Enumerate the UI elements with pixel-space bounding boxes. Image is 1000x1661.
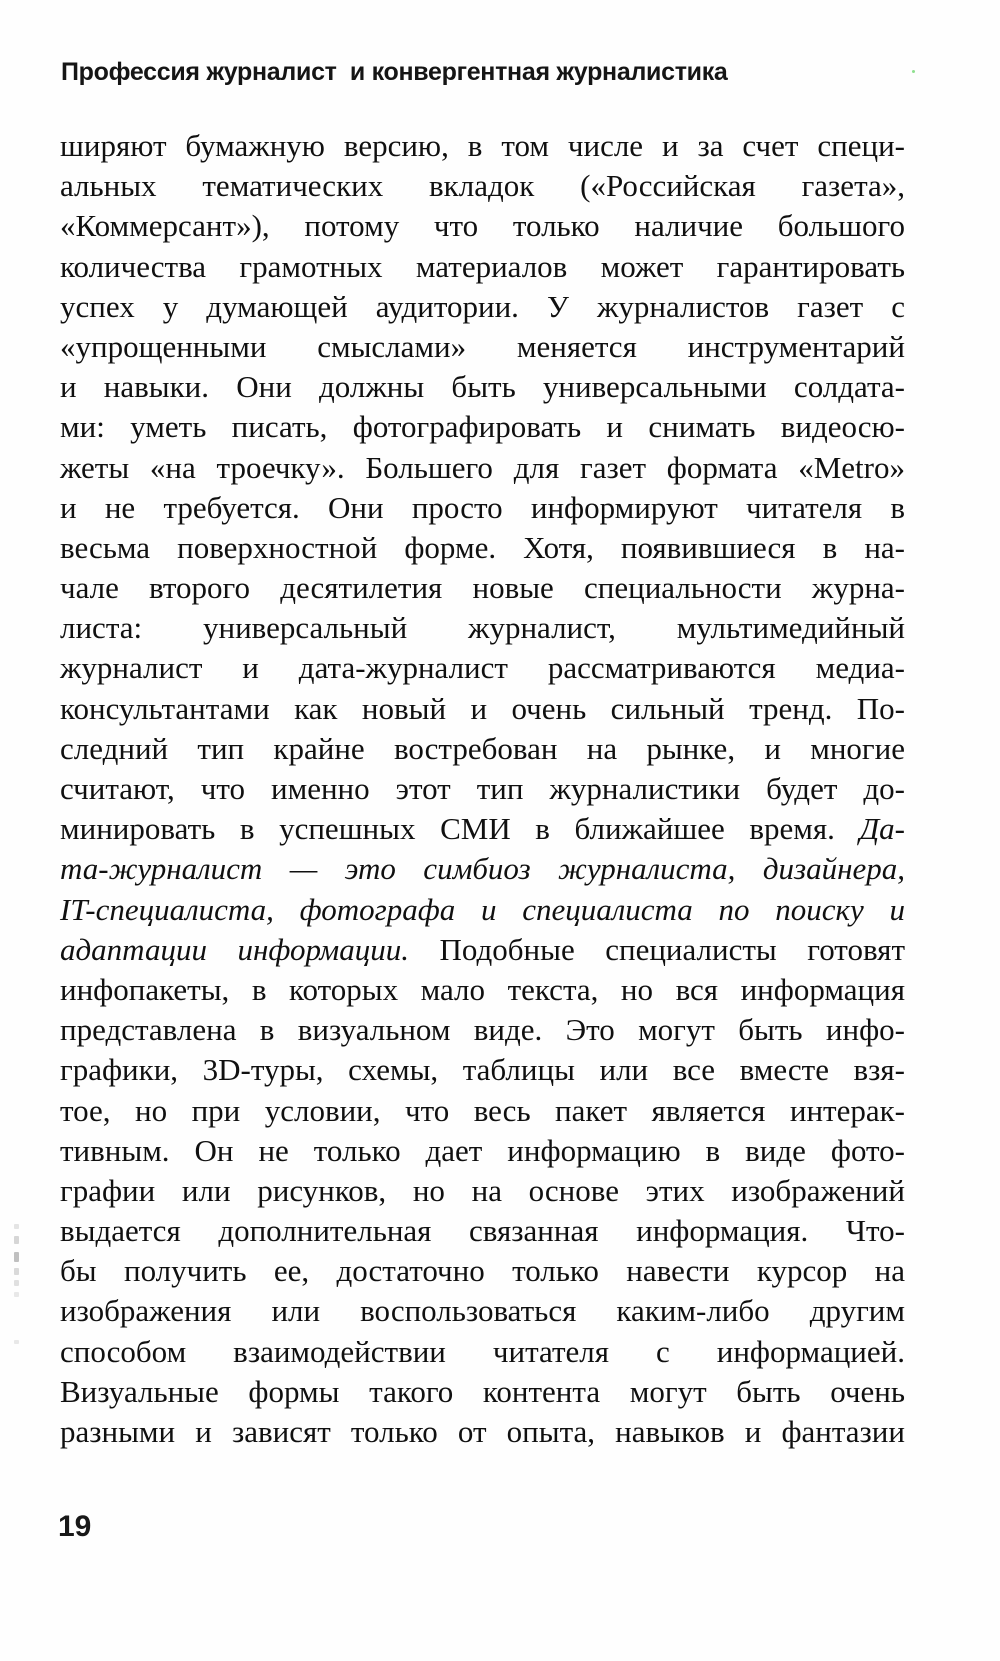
body-text — [60, 126, 905, 1452]
text-line — [60, 1412, 905, 1452]
text-segment: чале второго десятилетия новые специальности журна- — [60, 570, 905, 606]
text-line — [60, 1332, 905, 1372]
text-line — [60, 327, 905, 367]
italic-text-segment: адаптации информации. — [60, 931, 409, 967]
text-segment: минировать в успешных СМИ в ближайшее время. — [60, 811, 860, 847]
text-segment: Визуальные формы такого контента могут быть очень — [60, 1373, 905, 1409]
text-line — [60, 287, 905, 327]
text-line — [60, 166, 905, 206]
text-line — [60, 608, 905, 648]
text-segment: консультантами как новый и очень сильный тренд. По- — [60, 690, 905, 726]
text-segment: представлена в визуальном виде. Это могут быть инфо- — [60, 1012, 905, 1048]
text-line — [60, 126, 905, 166]
text-line — [60, 970, 905, 1010]
text-segment: следний тип крайне востребован на рынке, и многие — [60, 730, 905, 766]
text-segment: и не требуется. Они просто информируют читателя в — [60, 489, 905, 525]
text-line — [60, 849, 905, 889]
text-line — [60, 1091, 905, 1131]
scan-artifacts — [0, 0, 30, 1661]
page-number: 19 — [58, 1510, 92, 1543]
text-segment: количества грамотных материалов может гарантировать — [60, 248, 905, 284]
text-line — [60, 1372, 905, 1412]
scan-noise-speck — [912, 70, 915, 73]
scan-noise-dash — [14, 1280, 19, 1286]
running-head: Профессия журналист и конвергентная журналистика — [61, 58, 728, 86]
text-line — [60, 247, 905, 287]
italic-text-segment: IT-специалиста, фотографа и специалиста по поиску и — [60, 891, 905, 927]
text-line — [60, 930, 905, 970]
text-segment: ширяют бумажную версию, в том числе и за счет специ- — [60, 128, 905, 163]
scan-noise-dash — [14, 1224, 19, 1229]
text-line — [60, 689, 905, 729]
scan-noise-dash — [14, 1340, 19, 1344]
text-line — [60, 407, 905, 447]
text-segment: бы получить ее, достаточно только навести курсор на — [60, 1253, 905, 1289]
scan-noise-dash — [14, 1268, 19, 1275]
text-line — [60, 890, 905, 930]
text-segment: инфопакеты, в которых мало текста, но вся информация — [60, 971, 905, 1007]
text-line — [60, 769, 905, 809]
text-line — [60, 729, 905, 769]
text-line — [60, 568, 905, 608]
text-line — [60, 648, 905, 688]
text-segment: и навыки. Они должны быть универсальными солдата- — [60, 369, 905, 405]
text-segment: Подобные специалисты готовят — [408, 931, 905, 967]
text-segment: изображения или воспользоваться каким-либо другим — [60, 1293, 905, 1329]
text-segment: успех у думающей аудитории. У журналистов газет с — [60, 288, 905, 324]
text-segment: листа: универсальный журналист, мультимедийный — [60, 610, 905, 646]
text-segment: тивным. Он не только дает информацию в виде фото- — [60, 1132, 905, 1168]
scan-noise-dash — [14, 1292, 19, 1297]
text-line — [60, 1211, 905, 1251]
text-line — [60, 1131, 905, 1171]
text-line — [60, 448, 905, 488]
text-line — [60, 488, 905, 528]
text-segment: считают, что именно этот тип журналистики будет до- — [60, 771, 905, 806]
text-segment: тое, но при условии, что весь пакет является интерак- — [60, 1092, 905, 1128]
italic-text-segment: та-журналист — это симбиоз журналиста, дизайнера, — [60, 851, 905, 887]
text-line — [60, 809, 905, 849]
scan-noise-dash — [14, 1252, 19, 1262]
text-line — [60, 1171, 905, 1211]
text-line — [60, 367, 905, 407]
text-line — [60, 1010, 905, 1050]
text-segment: выдается дополнительная связанная информация. Что- — [60, 1213, 905, 1249]
text-line — [60, 1251, 905, 1291]
text-segment: журналист и дата-журналист рассматриваются медиа- — [60, 650, 905, 686]
text-line — [60, 1050, 905, 1090]
text-segment: графии или рисунков, но на основе этих изображений — [60, 1172, 905, 1208]
text-line — [60, 206, 905, 246]
text-segment: разными и зависят только от опыта, навыков и фантазии — [60, 1414, 905, 1449]
text-line — [60, 528, 905, 568]
text-segment: альных тематических вкладок («Российская газета», — [60, 168, 905, 204]
text-segment: графики, 3D-туры, схемы, таблицы или все вместе взя- — [60, 1052, 905, 1088]
text-line — [60, 1291, 905, 1331]
text-segment: «Коммерсант»), потому что только наличие большого — [60, 208, 905, 244]
italic-text-segment: Да- — [859, 811, 905, 847]
text-segment: способом взаимодействии читателя с информацией. — [60, 1333, 905, 1369]
text-segment: ми: уметь писать, фотографировать и снимать видеосю- — [60, 409, 905, 445]
text-segment: жеты «на троечку». Большего для газет формата «Metro» — [60, 449, 905, 485]
scan-noise-dash — [14, 1236, 19, 1244]
text-segment: весьма поверхностной форме. Хотя, появившиеся в на- — [60, 529, 905, 565]
text-segment: «упрощенными смыслами» меняется инструментарий — [60, 328, 905, 364]
